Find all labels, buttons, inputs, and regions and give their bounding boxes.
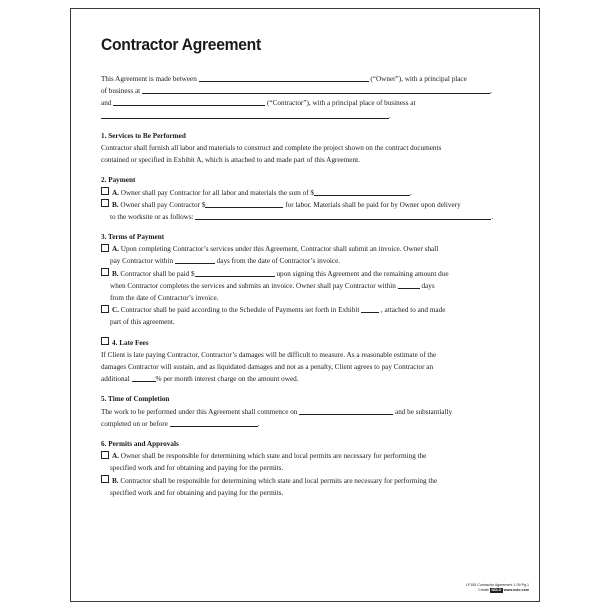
section-1-text: contained or specified in Exhibit A, which is attached to and made part of this Agreement. [101, 156, 360, 165]
page-title: Contractor Agreement [101, 35, 261, 54]
payment-option-b: B. Owner shall pay Contractor $ for labor. Materials shall be paid for by Owner upon delivery [101, 199, 525, 211]
section-5-text: The work to be performed under this Agreement shall commence on and be substantially [101, 407, 453, 416]
section-4-text: If Client is late paying Contractor, Contractor’s damages will be difficult to measure. As a reasonable estimate of the [101, 350, 437, 359]
permits-option-a-cont: specified work and for obtaining and paying for the permits. [110, 464, 284, 473]
section-1-text: Contractor shall furnish all labor and materials to construct and complete the project shown on the contract documents [101, 143, 442, 152]
publisher-line: Create NOLO www.nolo.com [478, 588, 529, 592]
permits-a-checkbox[interactable] [101, 451, 109, 459]
section-2-heading: 2. Payment [101, 176, 136, 185]
deposit-amount-field[interactable] [195, 269, 275, 277]
payment-a-checkbox[interactable] [101, 187, 109, 195]
publisher-url: www.nolo.com [503, 588, 529, 592]
commence-date-field[interactable] [299, 407, 393, 415]
completion-date-field[interactable] [170, 419, 258, 427]
contractor-address-field[interactable] [101, 111, 389, 119]
payment-b-checkbox[interactable] [101, 199, 109, 207]
section-5-heading: 5. Time of Completion [101, 395, 170, 404]
document-page [70, 8, 540, 602]
section-1-heading: 1. Services to Be Performed [101, 131, 186, 140]
payment-option-b-cont: to the worksite or as follows: . [110, 212, 494, 221]
page-footer [466, 583, 529, 593]
intro-line-1: This Agreement is made between (“Owner”), with a principal place [101, 75, 467, 83]
document-body [101, 73, 525, 499]
terms-option-c-cont: part of this agreement. [110, 318, 175, 327]
owner-name-field[interactable] [199, 74, 369, 82]
interest-rate-field[interactable] [132, 374, 156, 382]
late-fees-checkbox[interactable] [101, 337, 109, 345]
intro-line-4: . [101, 110, 525, 122]
labor-amount-field[interactable] [205, 200, 283, 208]
terms-option-a: A. Upon completing Contractor’s services under this Agreement, Contractor shall submit an invoice. Owner shall [101, 243, 525, 255]
contractor-name-field[interactable] [113, 98, 265, 106]
terms-option-a-cont: pay Contractor within days from the date of Contractor’s invoice. [110, 257, 341, 266]
terms-c-checkbox[interactable] [101, 305, 109, 313]
terms-option-c: C. Contractor shall be paid according to the Schedule of Payments set forth in Exhibit , attached to and made [101, 304, 525, 316]
intro-line-3: and (“Contractor”), with a principal place of business at [101, 99, 416, 108]
section-4-text: additional % per month interest charge on the amount owed. [101, 375, 299, 384]
section-4-heading: 4. Late Fees [101, 337, 525, 349]
nolo-logo: NOLO [491, 588, 502, 592]
owner-address-field[interactable] [142, 86, 490, 94]
terms-b-checkbox[interactable] [101, 268, 109, 276]
payment-option-a: A. Owner shall pay Contractor for all labor and materials the sum of $ . [101, 187, 525, 199]
section-5-text: completed on or before . [101, 419, 260, 428]
materials-payment-field[interactable] [195, 212, 491, 220]
permits-option-a: A. Owner shall be responsible for determining which state and local permits are necessary for performing the [101, 450, 525, 462]
form-id: LF155 Contractor Agreement 1-09 Pg.1 [466, 583, 529, 587]
terms-a-days-field[interactable] [175, 256, 215, 264]
section-4-text: damages Contractor will sustain, and as liquidated damages and not as a penalty, Client agrees to pay Contractor an [101, 363, 434, 371]
terms-a-checkbox[interactable] [101, 244, 109, 252]
section-6-heading: 6. Permits and Approvals [101, 439, 179, 448]
permits-b-checkbox[interactable] [101, 475, 109, 483]
terms-b-days-field[interactable] [398, 281, 420, 289]
permits-option-b: B. Contractor shall be responsible for determining which state and local permits are necessary for performing the [101, 475, 525, 487]
exhibit-field[interactable] [361, 305, 379, 313]
terms-option-b-cont: from the date of Contractor’s invoice. [110, 294, 219, 303]
terms-option-b-cont: when Contractor completes the services and submits an invoice. Owner shall pay Contractor within days [110, 281, 435, 290]
permits-option-b-cont: specified work and for obtaining and paying for the permits. [110, 488, 284, 497]
section-3-heading: 3. Terms of Payment [101, 233, 165, 242]
payment-sum-field[interactable] [314, 188, 410, 196]
terms-option-b: B. Contractor shall be paid $ upon signing this Agreement and the remaining amount due [101, 268, 525, 280]
intro-line-2: of business at , [101, 87, 492, 96]
